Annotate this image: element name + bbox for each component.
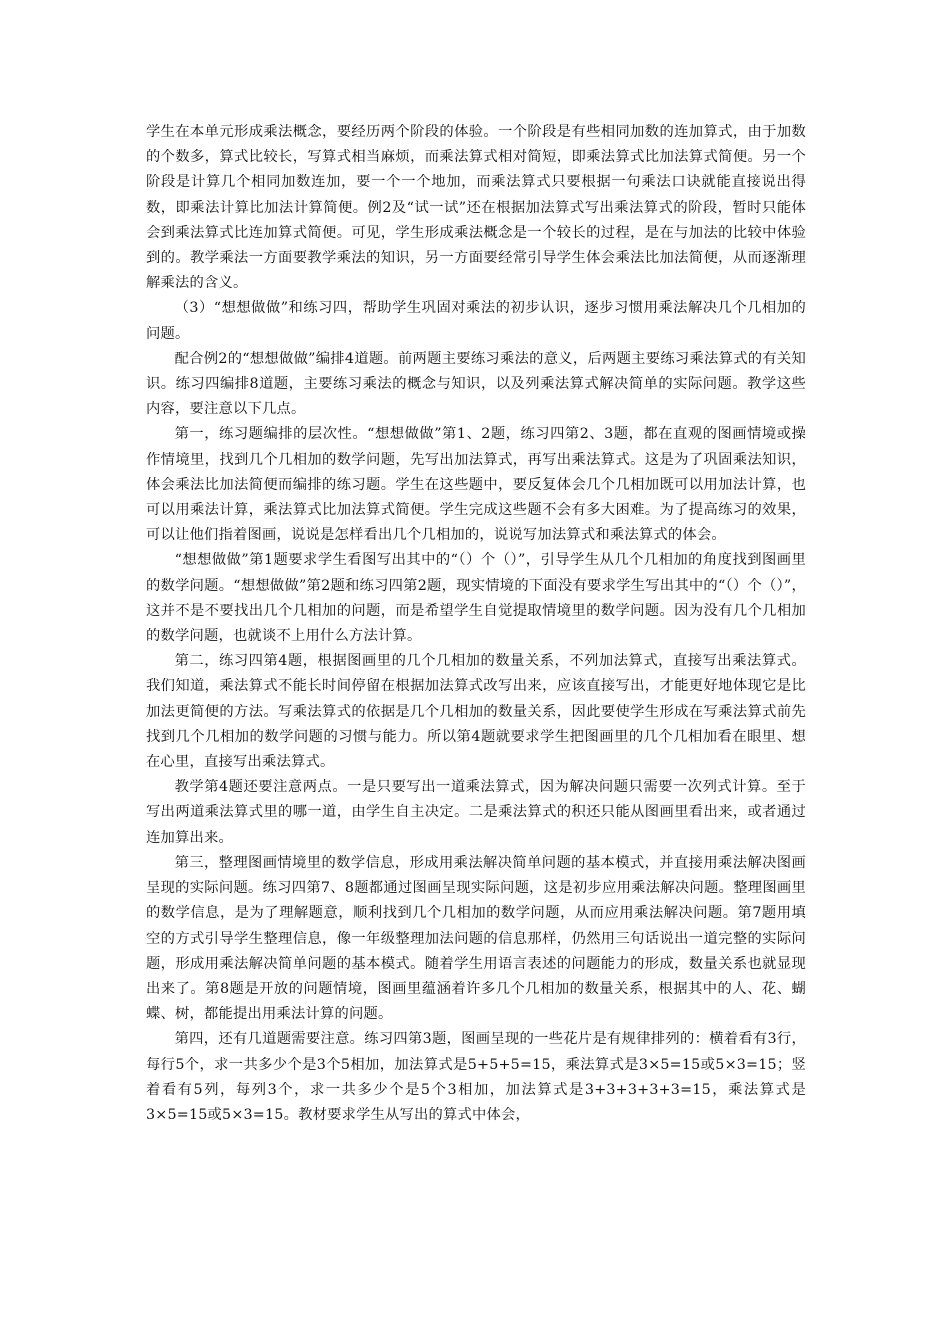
paragraph-section-3: （3）“想想做做”和练习四，帮助学生巩固对乘法的初步认识，逐步习惯用乘法解决几个几相加的问题。 <box>146 300 806 342</box>
document-body <box>146 120 806 1128</box>
paragraph-point-two-detail: 教学第4题还要注意两点。一是只要写出一道乘法算式，因为解决问题只需要一次列式计算。至于写出两道乘法算式里的哪一道，由学生自主决定。二是乘法算式的积还只能从图画里看出来，或者通过连加算出来。 <box>146 779 806 846</box>
paragraph-point-four: 第四，还有几道题需要注意。练习四第3题，图画呈现的一些花片是有规律排列的：横着看有3行，每行5个，求一共多少个是3个5相加，加法算式是5+5+5=15，乘法算式是3×5=15或5×3=15；竖着看有5列，每列3个，求一共多少个是5个3相加，加法算式是3+3+3+3+3=15，乘法算式是3×5=15或5×3=15。教材要求学生从写出的算式中体会， <box>146 1031 806 1123</box>
paragraph-point-two: 第二，练习四第4题，根据图画里的几个几相加的数量关系，不列加法算式，直接写出乘法算式。我们知道，乘法算式不能长时间停留在根据加法算式改写出来，应该直接写出，才能更好地体现它是比加法更简便的方法。写乘法算式的依据是几个几相加的数量关系，因此要使学生形成在写乘法算式前先找到几个几相加的数学问题的习惯与能力。所以第4题就要求学生把图画里的几个几相加看在眼里、想在心里，直接写出乘法算式。 <box>146 653 806 771</box>
paragraph-intro-continued: 学生在本单元形成乘法概念，要经历两个阶段的体验。一个阶段是有些相同加数的连加算式，由于加数的个数多，算式比较长，写算式相当麻烦，而乘法算式相对简短，即乘法算式比加法算式简便。另一个阶段是计算几个相同加数连加，要一个一个地加，而乘法算式只要根据一句乘法口诀就能直接说出得数，即乘法计算比加法计算简便。例2及“试一试”还在根据加法算式写出乘法算式的阶段，暂时只能体会到乘法算式比连加算式简便。可见，学生形成乘法概念是一个较长的过程，是在与加法的比较中体验到的。教学乘法一方面要教学乘法的知识，另一方面要经常引导学生体会乘法比加法简便，从而逐渐理解乘法的含义。 <box>146 124 806 292</box>
paragraph-point-one-detail: “想想做做”第1题要求学生看图写出其中的“（）个（）”，引导学生从几个几相加的角度找到图画里的数学问题。“想想做做”第2题和练习四第2题，现实情境的下面没有要求学生写出其中的“（）个（）”，这并不是不要找出几个几相加的问题，而是希望学生自觉提取情境里的数学问题。因为没有几个几相加的数学问题，也就谈不上用什么方法计算。 <box>146 552 806 645</box>
paragraph-exercise-overview: 配合例2的“想想做做”编排4道题。前两题主要练习乘法的意义，后两题主要练习乘法算式的有关知识。练习四编排8道题，主要练习乘法的概念与知识，以及列乘法算式解决简单的实际问题。教学这些内容，要注意以下几点。 <box>146 350 806 418</box>
paragraph-point-three: 第三，整理图画情境里的数学信息，形成用乘法解决简单问题的基本模式，并直接用乘法解决图画呈现的实际问题。练习四第7、8题都通过图画呈现实际问题，这是初步应用乘法解决问题。整理图画里的数学信息，是为了理解题意，顺利找到几个几相加的数学问题，从而应用乘法解决问题。第7题用填空的方式引导学生整理信息，像一年级整理加法问题的信息那样，仍然用三句话说出一道完整的实际问题，形成用乘法解决简单问题的基本模式。随着学生用语言表述的问题能力的形成，数量关系也就显现出来了。第8题是开放的问题情境，图画里蕴涵着许多几个几相加的数量关系，根据其中的人、花、蝴蝶、树，都能提出用乘法计算的问题。 <box>146 854 806 1023</box>
paragraph-point-one: 第一，练习题编排的层次性。“想想做做”第1、2题，练习四第2、3题，都在直观的图画情境或操作情境里，找到几个几相加的数学问题，先写出加法算式，再写出乘法算式。这是为了巩固乘法知识，体会乘法比加法简便而编排的练习题。学生在这些题中，要反复体会几个几相加既可以用加法计算，也可以用乘法计算，乘法算式比加法算式简便。学生完成这些题不会有多大困难。为了提高练习的效果，可以让他们指着图画，说说是怎样看出几个几相加的，说说写加法算式和乘法算式的体会。 <box>146 426 806 544</box>
